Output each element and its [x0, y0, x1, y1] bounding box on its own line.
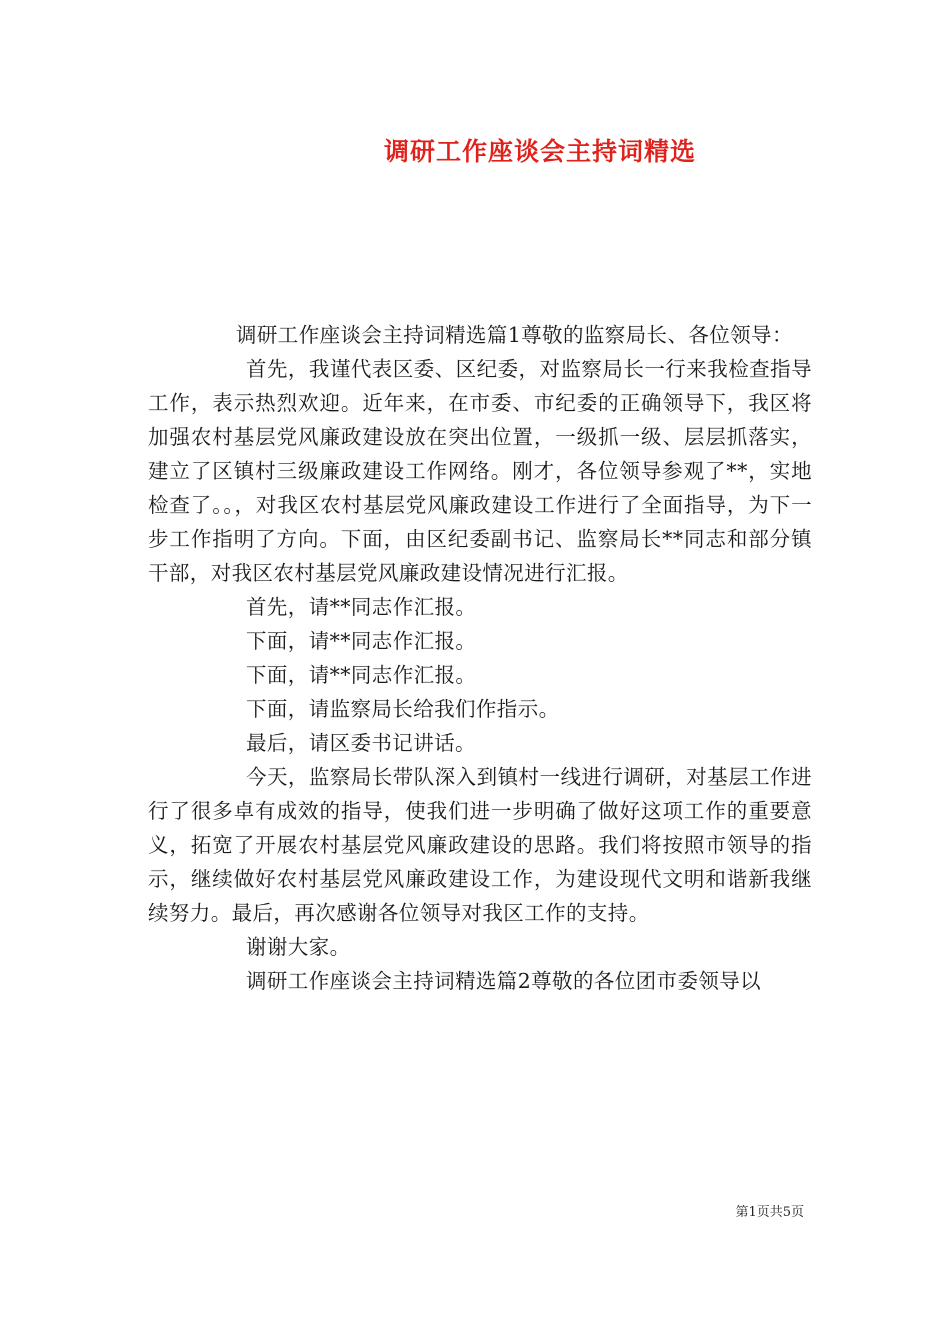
paragraph-report-3: 下面，请**同志作汇报。	[246, 663, 477, 687]
paragraph-instruction: 下面，请监察局长给我们作指示。	[246, 697, 560, 721]
paragraph-speech: 最后，请区委书记讲话。	[246, 731, 476, 755]
paragraph-report-2: 下面，请**同志作汇报。	[246, 629, 477, 653]
paragraph-intro: 调研工作座谈会主持词精选篇1尊敬的监察局长、各位领导：	[236, 323, 793, 347]
page-number	[735, 1204, 804, 1222]
document-title: 调研工作座谈会主持词精选	[383, 137, 696, 166]
paragraph-report-1: 首先，请**同志作汇报。	[246, 595, 477, 619]
page-number-label: 第1页共5页	[735, 1205, 804, 1220]
paragraph-welcome: 首先，我谨代表区委、区纪委，对监察局长一行来我检查指导工作，表示热烈欢迎。近年来，在市委、市纪委的正确领导下，我区将加强农村基层党风廉政建设放在突出位置，一级抓一级、层层抓落实，建立了区镇村三级廉政建设工作网络。刚才，各位领导参观了**，实地检查了。。，对我区农村基层党风廉政建设工作进行了全面指导，为下一步工作指明了方向。下面，由区纪委副书记、监察局长**同志和部分镇干部，对我区农村基层党风廉政建设情况进行汇报。	[148, 357, 812, 585]
paragraph-thanks: 谢谢大家。	[246, 935, 351, 959]
document-body	[148, 318, 812, 998]
paragraph-section-2: 调研工作座谈会主持词精选篇2尊敬的各位团市委领导以	[246, 969, 762, 993]
paragraph-summary: 今天，监察局长带队深入到镇村一线进行调研，对基层工作进行了很多卓有成效的指导，使我们进一步明确了做好这项工作的重要意义，拓宽了开展农村基层党风廉政建设的思路。我们将按照市领导的指示，继续做好农村基层党风廉政建设工作，为建设现代文明和谐新我继续努力。最后，再次感谢各位领导对我区工作的支持。	[148, 765, 812, 925]
